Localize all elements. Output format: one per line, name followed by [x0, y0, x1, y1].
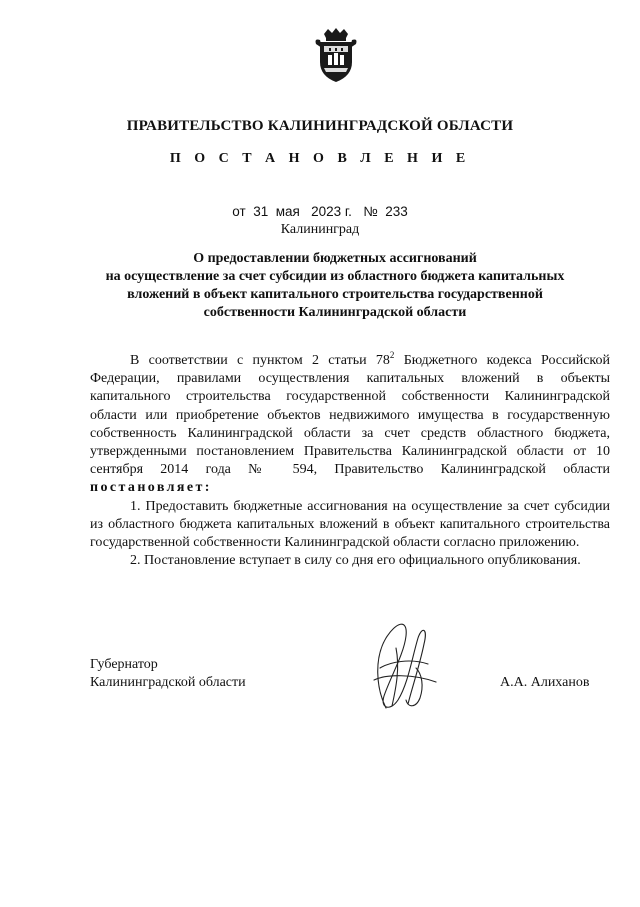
preamble-text-end: Бюджетного кодекса Российской Федерации, правилами осуществления капитальных вложений в объекты капитального строительства государственной собственности Калининградской области или приобретение объектов недвижимого имущества в государственную собственность Калининградской области за счет средств областного бюджета, утвержденными постановлением Правительства Калининградской области от 10 сентября 2014 года № 594, Правительство Калининградской области — [90, 353, 610, 478]
date-month: мая — [275, 204, 300, 219]
document-type: П О С Т А Н О В Л Е Н И Е — [169, 151, 471, 166]
title-line: собственности Калининградской области — [203, 305, 467, 320]
resolves-word: постановляет: — [90, 480, 212, 496]
title-line: О предоставлении бюджетных ассигнований — [193, 251, 477, 266]
city: Калининград — [280, 222, 360, 237]
item-2-paragraph: 2. Постановление вступает в силу со дня его официального опубликования. — [130, 553, 581, 569]
position-line-1: Губернатор — [90, 657, 158, 672]
date-prefix: от — [232, 204, 246, 219]
signatory-position — [90, 656, 246, 692]
item-1-paragraph: 1. Предоставить бюджетные ассигнования на осуществление за счет субсидии из областного бюджета капитальных вложений в объект капитального строительства государственной собственности Калининградской области согласно приложению. — [90, 498, 610, 551]
handwritten-signature-icon — [356, 608, 446, 718]
coat-of-arms-icon — [312, 28, 360, 84]
document-title — [90, 250, 580, 322]
title-line: на осуществление за счет субсидии из областного бюджета капитальных — [105, 269, 565, 284]
signatory-name: А.А. Алиханов — [500, 675, 590, 690]
title-line: вложений в объект капитального строительства государственной — [127, 287, 543, 302]
date-number-line — [0, 204, 640, 219]
document-number: 233 — [385, 204, 408, 219]
date-day: 31 — [253, 204, 269, 219]
article-superscript: 2 — [389, 350, 395, 360]
government-name: ПРАВИТЕЛЬСТВО КАЛИНИНГРАДСКОЙ ОБЛАСТИ — [126, 118, 514, 134]
preamble-paragraph — [90, 352, 610, 498]
number-sign: № — [363, 204, 378, 219]
date-year: 2023 г. — [311, 204, 352, 219]
document-body — [90, 352, 610, 570]
preamble-text-start: В соответствии с пунктом 2 статьи 78 — [130, 353, 390, 368]
position-line-2: Калининградской области — [90, 675, 246, 690]
